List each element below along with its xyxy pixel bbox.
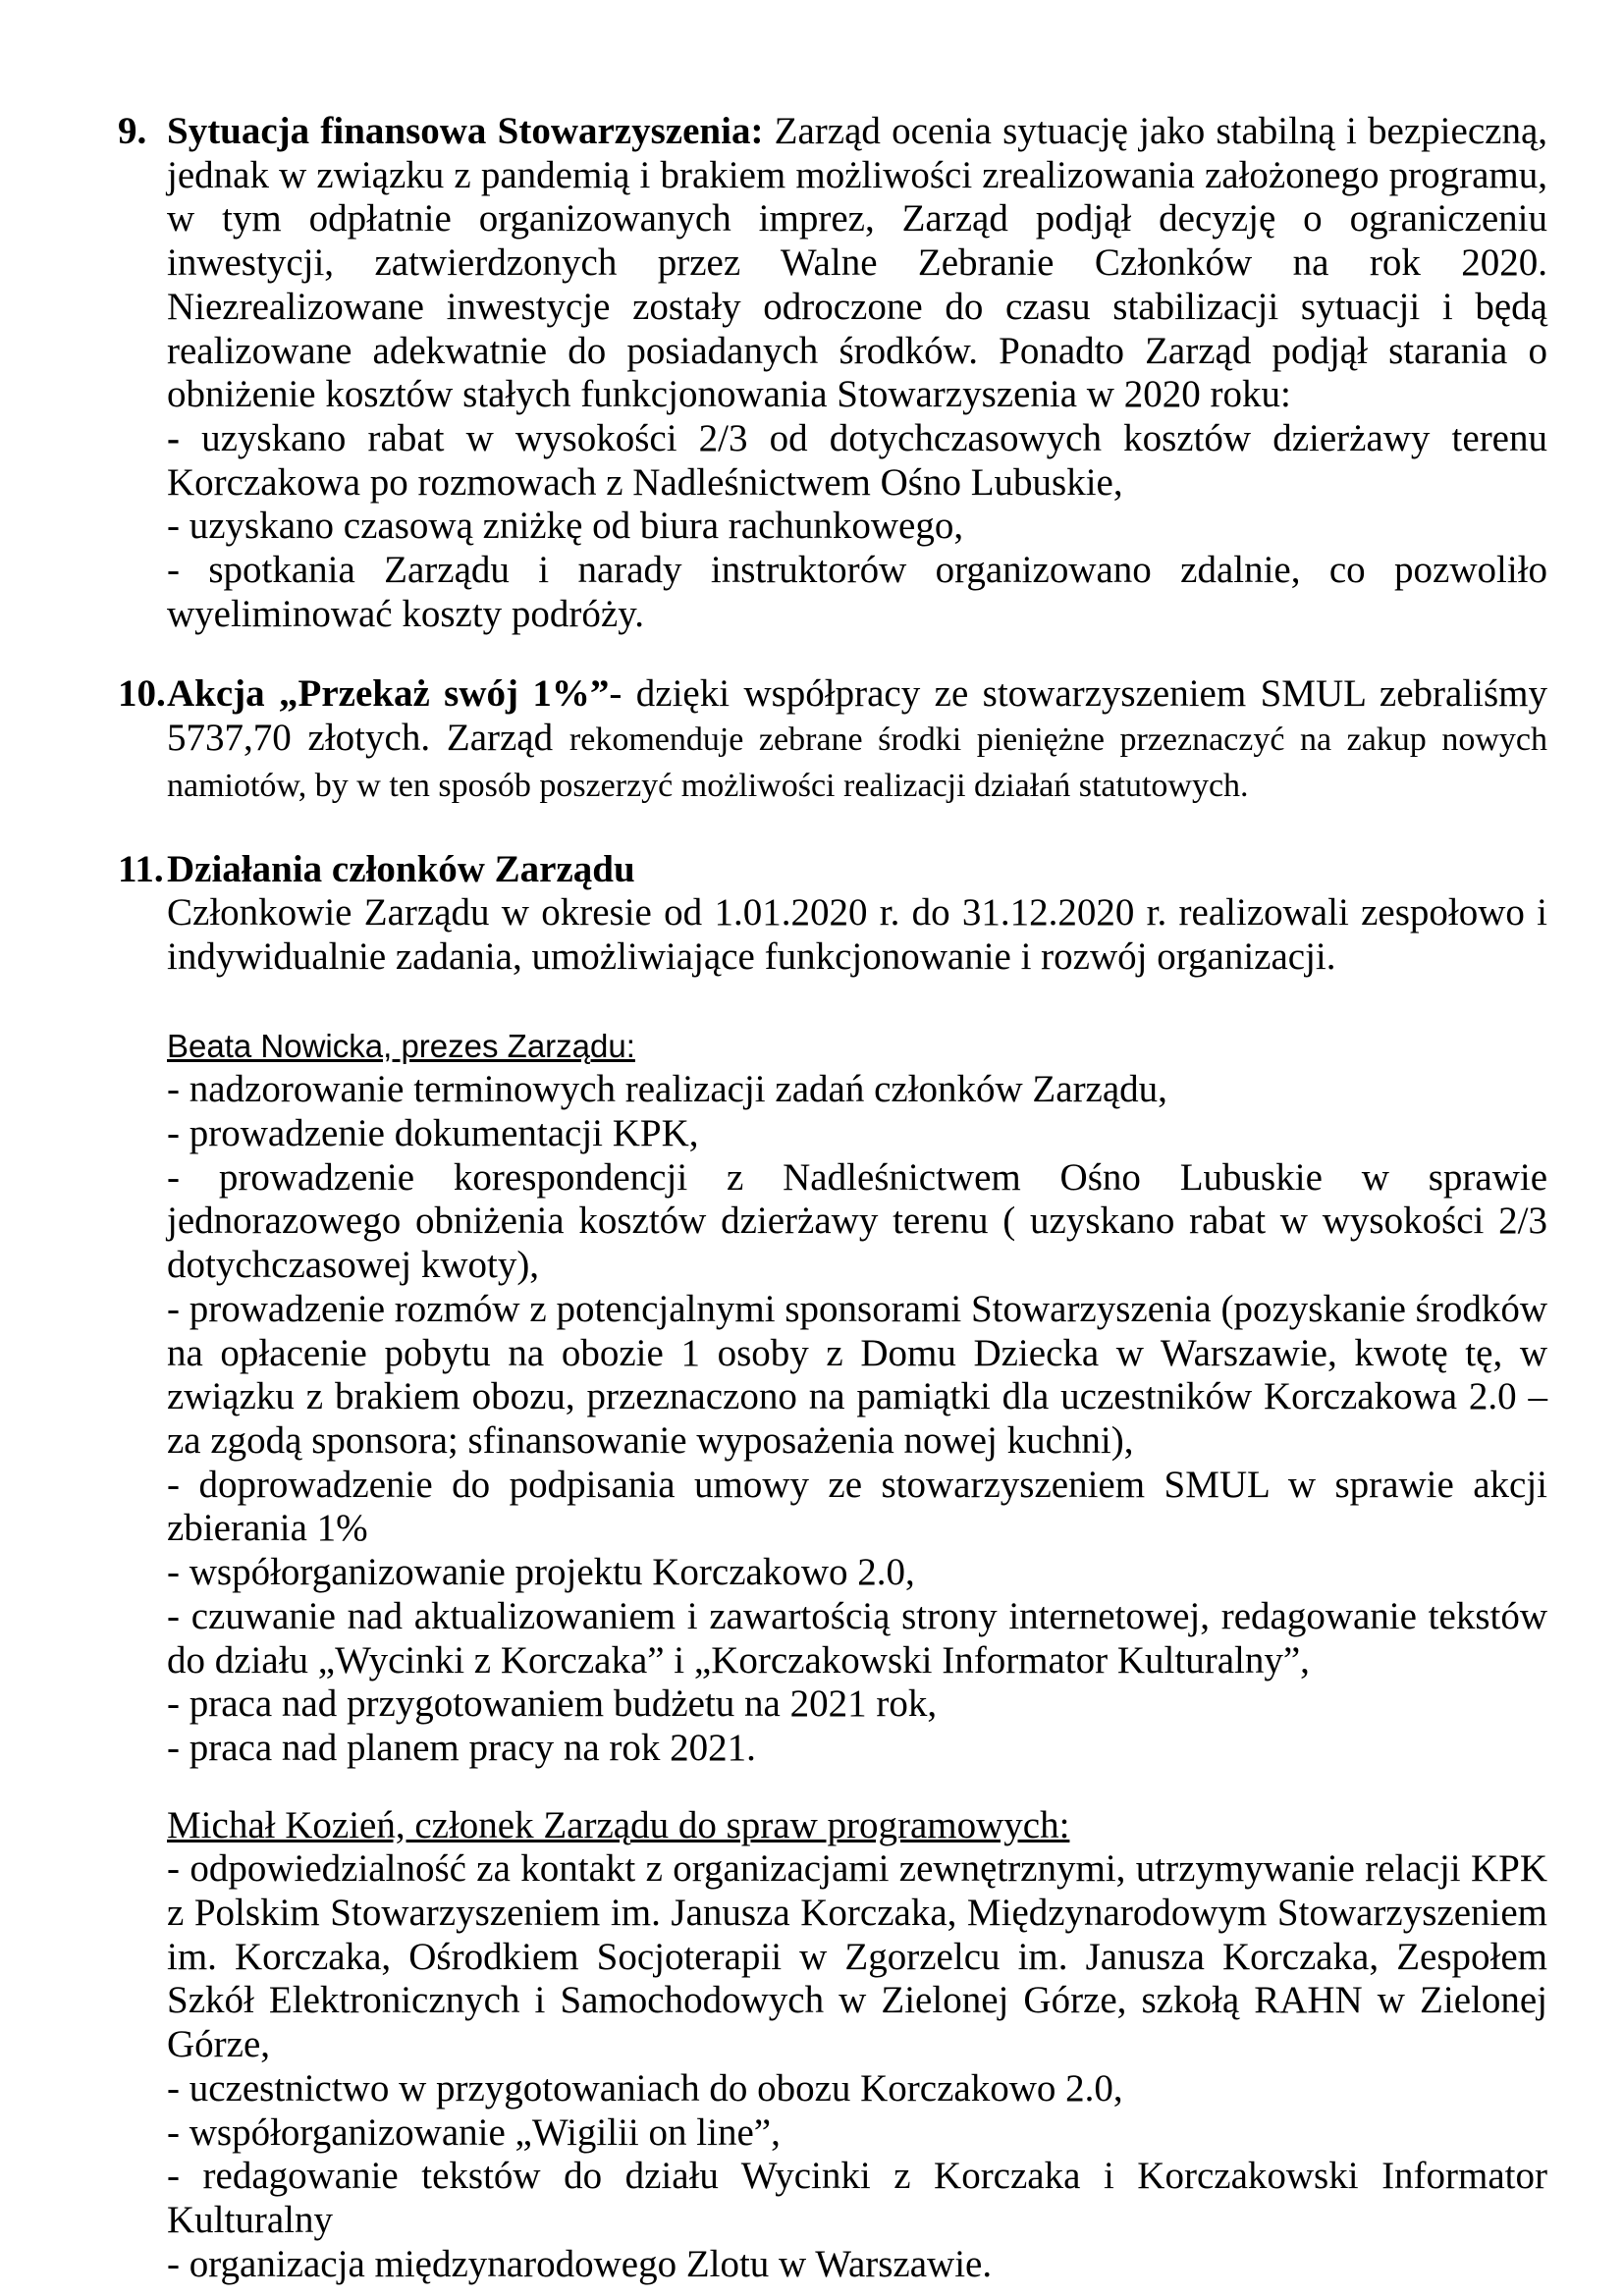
item-9-bullet-3: [167, 549, 1547, 636]
item-11-title: Działania członków Zarządu: [167, 847, 635, 890]
bullet-dash: -: [167, 2066, 180, 2109]
bullet-dash: -: [167, 1594, 180, 1637]
bullet-text: redagowanie tekstów do działu Wycinki z Korczaka i Korczakowski Informator Kulturalny: [167, 2155, 1547, 2241]
bullet-text: nadzorowanie terminowych realizacji zadań członków Zarządu,: [180, 1068, 1167, 1111]
bullet-text: praca nad przygotowaniem budżetu na 2021 rok,: [180, 1682, 938, 1726]
bullet-dash: -: [167, 1068, 180, 1111]
bullet-text: spotkania Zarządu i narady instruktorów organizowano zdalnie, co pozwoliło wyeliminować koszty podróży.: [167, 549, 1547, 635]
beata-bullet-5: [167, 1464, 1547, 1551]
bullet-text: czuwanie nad aktualizowaniem i zawartością strony internetowej, redagowanie tekstów do działu „Wycinki z Korczaka” i „Korczakowski Informator Kulturalny”,: [167, 1594, 1547, 1682]
beata-bullet-9: [167, 1727, 1547, 1771]
item-11-heading: [118, 847, 1547, 892]
bullet-dash: -: [167, 1287, 180, 1330]
bullet-text: uzyskano czasową zniżkę od biura rachunkowego,: [180, 505, 964, 548]
bullet-dash: -: [167, 549, 180, 592]
bullet-text: uzyskano rabat w wysokości 2/3 od dotychczasowych kosztów dzierżawy terenu Korczakowa po rozmowach z Nadleśnictwem Ośno Lubuskie,: [167, 416, 1547, 504]
beata-bullet-1: [167, 1068, 1547, 1112]
michal-bullet-5: [167, 2243, 1547, 2287]
bullet-dash: -: [167, 1463, 180, 1506]
michal-bullet-3: [167, 2111, 1547, 2156]
item-9-body: Zarząd ocenia sytuację jako stabilną i bezpieczną, jednak w związku z pandemią i brakiem możliwości zrealizowania założonego programu, w tym odpłatnie organizowanych imprez, Zarząd podjął decyzję o ograniczeniu inwestycji, zatwierdzonych przez Walne Zebranie Członków na rok 2020. Niezrealizowane inwestycje zostały odroczone do czasu stabilizacji sytuacji i będą realizowane adekwatnie do posiadanych środków. Ponadto Zarząd podjął starania o obniżenie kosztów stałych funkcjonowania Stowarzyszenia w 2020 roku:: [167, 110, 1548, 416]
michal-bullet-4: [167, 2155, 1547, 2242]
section-item-9: [118, 110, 1548, 636]
bullet-text: uczestnictwo w przygotowaniach do obozu Korczakowo 2.0,: [180, 2066, 1123, 2109]
section-michal-kozien: [167, 1804, 1547, 2287]
item-11-number: 11.: [118, 847, 164, 890]
item-10-paragraph: [118, 672, 1547, 808]
bullet-dash: -: [167, 1682, 180, 1726]
item-10-number: 10.: [118, 672, 166, 716]
bullet-text: doprowadzenie do podpisania umowy ze stowarzyszeniem SMUL w sprawie akcji zbierania 1%: [167, 1463, 1547, 1550]
bullet-text: prowadzenie rozmów z potencjalnymi sponsorami Stowarzyszenia (pozyskanie środków na opłacenie pobytu na obozie 1 osoby z Domu Dziecka w Warszawie, kwotę tę, w związku z brakiem obozu, przeznaczono na pamiątki dla uczestników Korczakowa 2.0 – za zgodą sponsora; sfinansowanie wyposażenia nowej kuchni),: [167, 1287, 1547, 1462]
item-9-paragraph: [118, 110, 1548, 417]
bullet-text: odpowiedzialność za kontakt z organizacjami zewnętrznymi, utrzymywanie relacji KPK z Polskim Stowarzyszeniem im. Janusza Korczaka, Międzynarodowym Stowarzyszeniem im. Korczaka, Ośrodkiem Socjoterapii w Zgorzelcu im. Janusza Korczaka, Zespołem Szkół Elektronicznych i Samochodowych w Zielonej Górze, szkołą RAHN w Zielonej Górze,: [167, 1847, 1547, 2066]
beata-bullet-7: [167, 1595, 1547, 1682]
bullet-dash: -: [167, 2110, 180, 2154]
section-beata-nowicka: [167, 1025, 1547, 1771]
item-9-bullet-1: [167, 417, 1547, 505]
bullet-text: współorganizowanie „Wigilii on line”,: [180, 2110, 781, 2154]
beata-bullet-2: [167, 1112, 1547, 1156]
item-11-paragraph: [167, 891, 1547, 979]
item-9-number: 9.: [118, 110, 147, 152]
bullet-text: prowadzenie korespondencji z Nadleśnictwem Ośno Lubuskie w sprawie jednorazowego obniżenia kosztów dzierżawy terenu ( uzyskano rabat w wysokości 2/3 dotychczasowej kwoty),: [167, 1155, 1547, 1287]
bullet-text: praca nad planem pracy na rok 2021.: [180, 1726, 756, 1769]
michal-bullet-2: [167, 2067, 1547, 2111]
bullet-text: organizacja międzynarodowego Zlotu w Warszawie.: [180, 2242, 993, 2285]
item-10-body-small: rekomenduje zebrane środki pieniężne przeznaczyć na zakup nowych namiotów, by w ten sposób poszerzyć możliwości realizacji działań statutowych.: [167, 721, 1547, 804]
michal-heading: Michał Kozień, członek Zarządu do spraw programowych:: [167, 1803, 1070, 1846]
bullet-text: współorganizowanie projektu Korczakowo 2.0,: [180, 1551, 915, 1594]
item-11-body: Członkowie Zarządu w okresie od 1.01.2020 r. do 31.12.2020 r. realizowali zespołowo i indywidualnie zadania, umożliwiające funkcjonowanie i rozwój organizacji.: [167, 891, 1547, 978]
bullet-dash: -: [167, 1847, 180, 1891]
item-10-title: Akcja „Przekaż swój 1%”: [167, 672, 610, 716]
bullet-dash: -: [167, 505, 180, 548]
bullet-dash: -: [167, 2242, 180, 2285]
item-10-body: - dzięki współpracy ze stowarzyszeniem SMUL zebraliśmy 5737,70 złotych. Zarząd: [167, 672, 1547, 760]
michal-bullet-1: [167, 1847, 1547, 2067]
bullet-dash: -: [167, 1726, 180, 1769]
bullet-dash: -: [167, 1551, 180, 1594]
bullet-dash: -: [167, 2155, 180, 2198]
beata-bullet-3: [167, 1156, 1547, 1288]
beata-bullet-4: [167, 1288, 1547, 1464]
bullet-dash: -: [167, 1112, 180, 1155]
section-item-10: [118, 672, 1547, 808]
beata-bullet-6: [167, 1551, 1547, 1595]
beata-heading: Beata Nowicka, prezes Zarządu:: [167, 1027, 635, 1064]
beata-bullet-8: [167, 1682, 1547, 1727]
bullet-dash: -: [167, 1155, 180, 1199]
bullet-text: prowadzenie dokumentacji KPK,: [180, 1112, 699, 1155]
section-item-11: [118, 847, 1547, 980]
bullet-dash: -: [167, 416, 180, 459]
item-9-title: Sytuacja finansowa Stowarzyszenia:: [167, 110, 764, 152]
item-9-bullet-2: [167, 505, 1547, 549]
